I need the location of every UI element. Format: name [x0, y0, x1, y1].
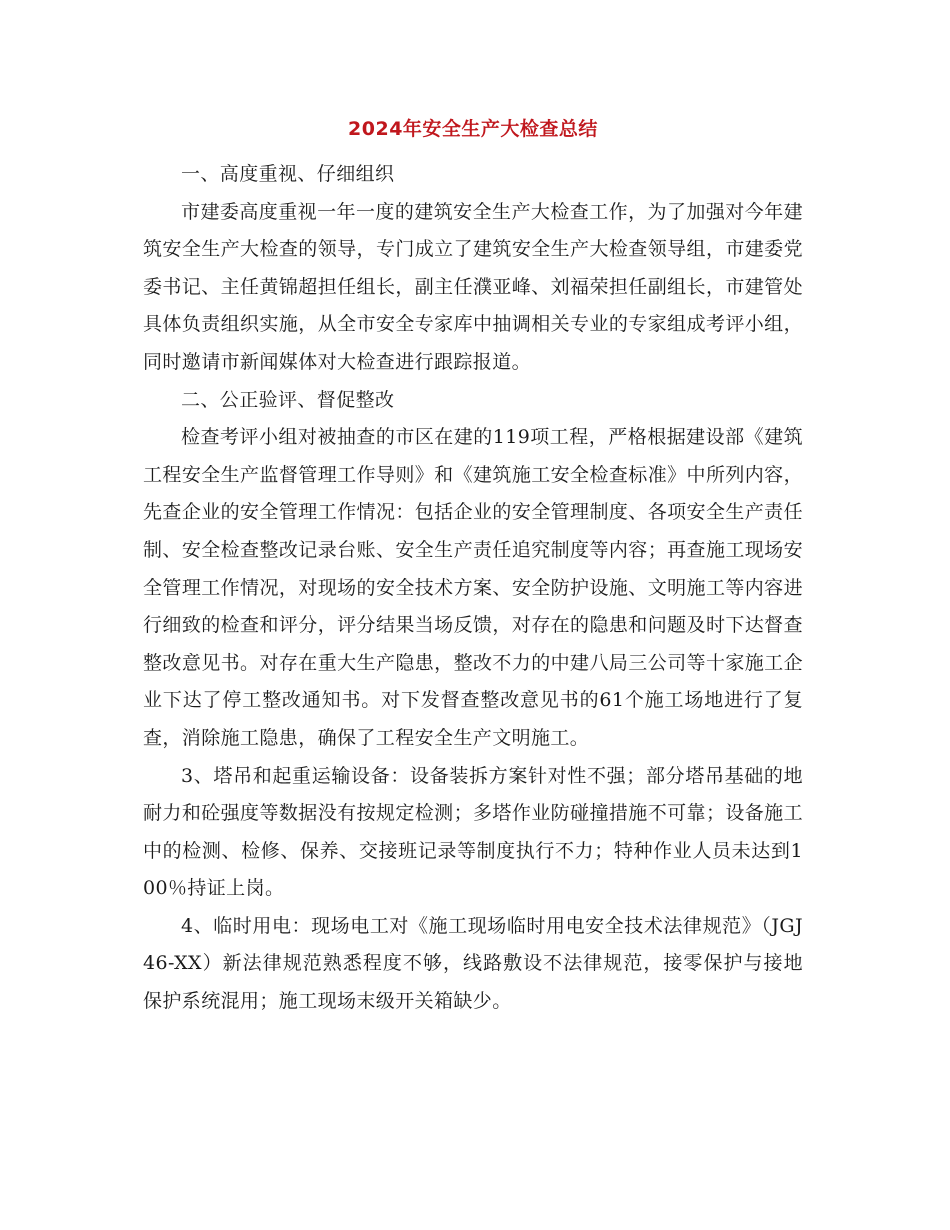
document-title: 2024年安全生产大检查总结 — [348, 118, 598, 140]
section-paragraph-2: 检查考评小组对被抽查的市区在建的119项工程，严格根据建设部《建筑工程安全生产监督管理工作导则》和《建筑施工安全检查标准》中所列内容，先查企业的安全管理工作情况：包括企业的安全管理制度、各项安全生产责任制、安全检查整改记录台账、安全生产责任追究制度等内容；再查施工现场安全管理工作情况，对现场的安全技术方案、安全防护设施、文明施工等内容进行细致的检查和评分，评分结果当场反馈，对存在的隐患和问题及时下达督查整改意见书。对存在重大生产隐患，整改不力的中建八局三公司等十家施工企业下达了停工整改通知书。对下发督查整改意见书的61个施工场地进行了复查，消除施工隐患，确保了工程安全生产文明施工。 — [143, 426, 803, 749]
section-heading-1: 一、高度重视、仔细组织 — [181, 163, 395, 185]
item-paragraph-3: 3、塔吊和起重运输设备：设备装拆方案针对性不强；部分塔吊基础的地耐力和砼强度等数据没有按规定检测；多塔作业防碰撞措施不可靠；设备施工中的检测、检修、保养、交接班记录等制度执行不力；特种作业人员未达到100％持证上岗。 — [143, 764, 803, 900]
item-paragraph-4: 4、临时用电：现场电工对《施工现场临时用电安全技术法律规范》（JGJ46-XX）新法律规范熟悉程度不够，线路敷设不法律规范，接零保护与接地保护系统混用；施工现场末级开关箱缺少。 — [143, 914, 803, 1013]
section-paragraph-1: 市建委高度重视一年一度的建筑安全生产大检查工作，为了加强对今年建筑安全生产大检查的领导，专门成立了建筑安全生产大检查领导组，市建委党委书记、主任黄锦超担任组长，副主任濮亚峰、刘福荣担任副组长，市建管处具体负责组织实施，从全市安全专家库中抽调相关专业的专家组成考评小组，同时邀请市新闻媒体对大检查进行跟踪报道。 — [143, 200, 803, 373]
section-heading-2: 二、公正验评、督促整改 — [181, 388, 395, 411]
document-body — [143, 108, 803, 1021]
